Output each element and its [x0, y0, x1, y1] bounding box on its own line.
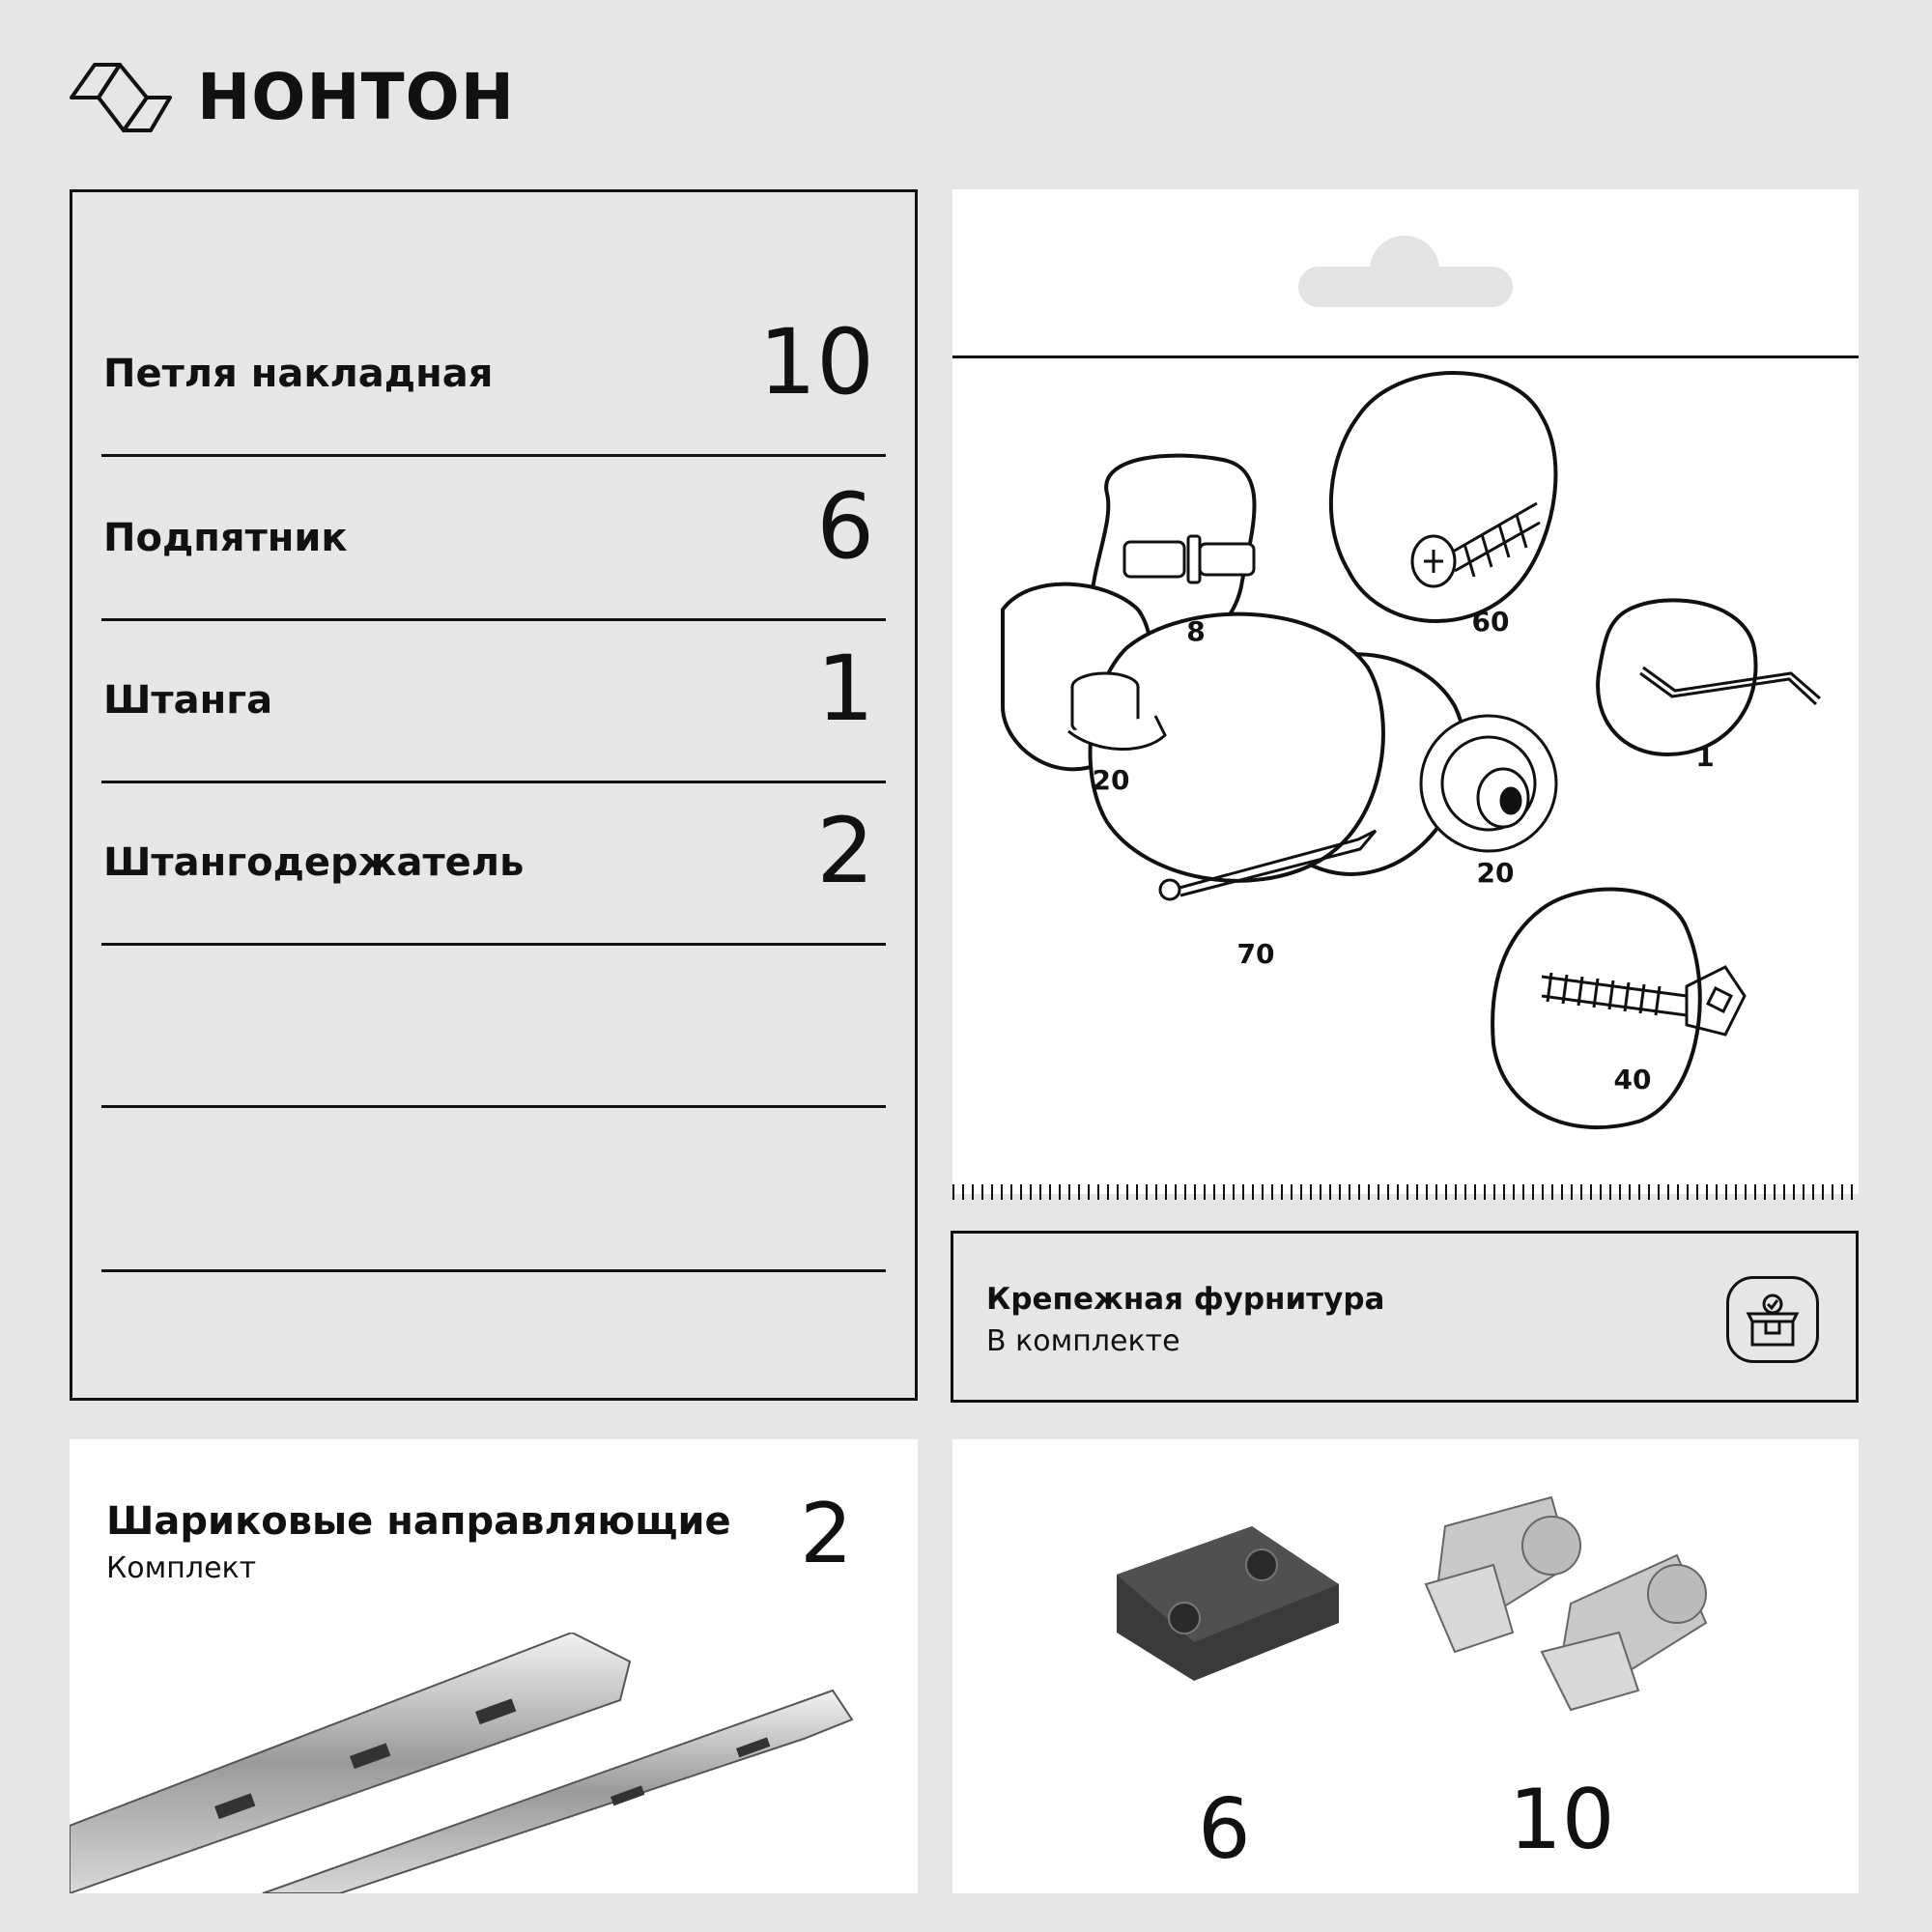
item-qty: 1	[816, 637, 874, 742]
parts-list-panel	[70, 189, 918, 1401]
slides-subtitle: Комплект	[106, 1551, 257, 1585]
confirmat-count: 40	[1613, 1064, 1652, 1095]
item-qty: 6	[816, 474, 874, 580]
item-qty: 10	[758, 310, 874, 415]
info-subtitle: В комплекте	[986, 1324, 1180, 1358]
brand-mark-icon	[70, 61, 172, 134]
ball-slides-panel	[70, 1439, 918, 1893]
package-check-icon	[1726, 1276, 1819, 1363]
list-row	[101, 457, 886, 621]
hex-key-bubble	[1598, 600, 1755, 754]
item-name: Петля накладная	[103, 352, 494, 396]
cam-cover-icon	[1421, 716, 1556, 851]
bag-perforation	[952, 1184, 1859, 1200]
item-name: Штангодержатель	[103, 840, 525, 885]
hex-key-count: 1	[1695, 741, 1715, 773]
screw-count: 60	[1471, 606, 1510, 638]
item-name: Подпятник	[103, 516, 348, 560]
hinges-image	[1426, 1497, 1706, 1710]
foot-qty: 6	[1198, 1781, 1251, 1878]
item-name: Штанга	[103, 678, 273, 723]
shelf-pin-count: 8	[1186, 615, 1206, 647]
slides-title: Шариковые направляющие	[106, 1499, 731, 1544]
slides-qty: 2	[800, 1486, 853, 1582]
nail-count: 70	[1236, 938, 1275, 970]
furniture-foot-image	[1117, 1526, 1339, 1681]
hardware-image	[952, 1439, 1859, 1893]
brand-logo	[70, 60, 515, 134]
hinge-qty: 10	[1509, 1772, 1615, 1868]
list-row	[101, 293, 886, 457]
cam-cover-count: 20	[1476, 857, 1515, 889]
ball-slides-image	[70, 1633, 918, 1893]
hardware-photos-panel	[952, 1439, 1859, 1893]
item-qty: 2	[816, 799, 874, 904]
included-info-panel	[951, 1231, 1859, 1403]
list-row-empty	[101, 1108, 886, 1272]
brand-name: НОНТОН	[197, 60, 515, 134]
shelf-pin-icon	[1124, 536, 1254, 582]
info-title: Крепежная фурнитура	[986, 1282, 1385, 1317]
list-row	[101, 781, 886, 946]
confirmat-bubble	[1492, 890, 1700, 1128]
list-row	[101, 619, 886, 783]
cam-lock-count: 20	[1092, 764, 1130, 796]
fasteners-illustration	[952, 358, 1859, 1179]
list-row-empty	[101, 944, 886, 1108]
bag-hanger-slot	[1298, 267, 1513, 307]
